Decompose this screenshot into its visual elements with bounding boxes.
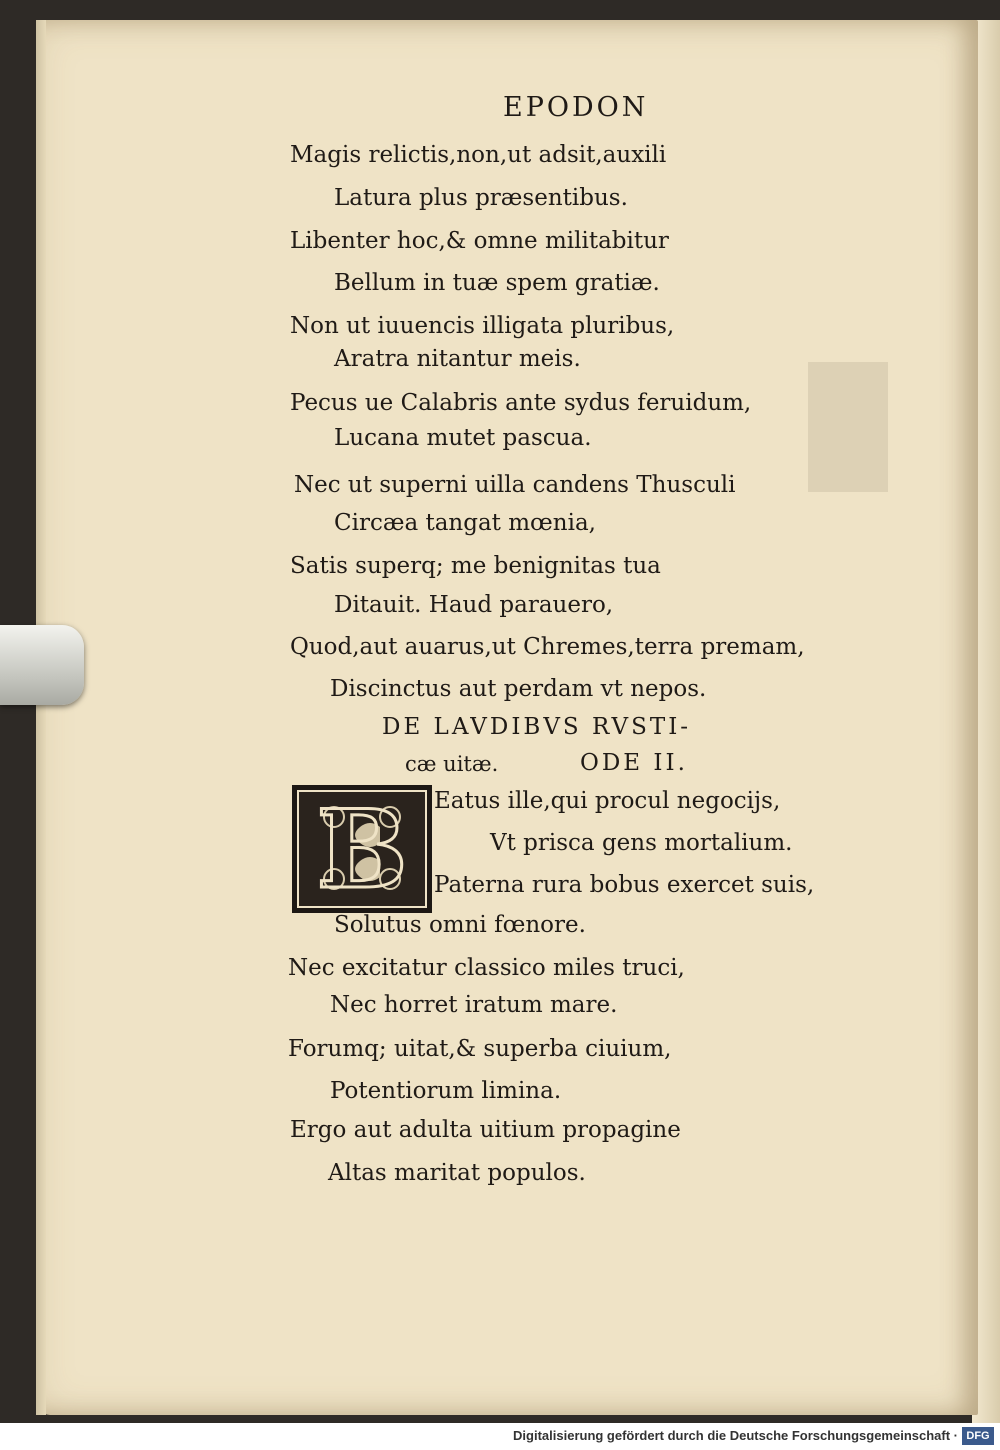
verse-line: Vt prisca gens mortalium. [490, 830, 793, 856]
woodcut-initial [292, 785, 432, 913]
verse-line: Nec excitatur classico miles truci, [288, 955, 685, 981]
verse-line: Potentiorum limina. [330, 1078, 562, 1104]
verse-line: Aratra nitantur meis. [334, 346, 581, 372]
verse-line: Non ut iuuencis illigata pluribus, [290, 313, 675, 339]
ode-title-line2a: cæ uitæ. [405, 752, 499, 776]
verse-line: Ergo aut adulta uitium propagine [290, 1117, 681, 1143]
verse-line: Quod,aut auarus,ut Chremes,terra premam, [290, 634, 805, 660]
verse-line: Satis superq; me benignitas tua [290, 553, 661, 579]
ode-title-line2b: ODE II. [580, 750, 688, 776]
verse-line: Bellum in tuæ spem gratiæ. [334, 270, 660, 296]
verse-line: Paterna rura bobus exercet suis, [434, 872, 815, 898]
footer-credit: Digitalisierung gefördert durch die Deutsche Forschungsgemeinschaft · [513, 1428, 958, 1443]
running-header: EPODON [503, 92, 649, 123]
verse-line: Lucana mutet pascua. [334, 425, 592, 451]
verse-line: Ditauit. Haud parauero, [334, 592, 614, 618]
verse-line: Latura plus præsentibus. [334, 185, 628, 211]
page-edge [36, 20, 46, 1415]
verse-line: Solutus omni fœnore. [334, 912, 586, 938]
verse-line: Forumq; uitat,& superba ciuium, [288, 1036, 672, 1062]
decorated-initial-icon [294, 787, 430, 911]
verse-line: Eatus ille,qui procul negocijs, [434, 788, 781, 814]
svg-text:B: B [316, 787, 408, 911]
verse-line: Magis relictis,non,ut adsit,auxili [290, 142, 667, 168]
page-clip-icon [0, 625, 84, 705]
ode-title-line1: DE LAVDIBVS RVSTI- [382, 714, 692, 740]
verse-line: Pecus ue Calabris ante sydus feruidum, [290, 390, 752, 416]
digitization-footer [0, 1423, 1000, 1450]
verse-line: Circæa tangat mœnia, [334, 510, 596, 536]
show-through-woodcut [808, 362, 888, 492]
dfg-logo: DFG [962, 1427, 994, 1445]
verse-line: Libenter hoc,& omne militabitur [290, 228, 669, 254]
verse-line: Altas maritat populos. [328, 1160, 586, 1186]
verse-line: Discinctus aut perdam vt nepos. [330, 676, 707, 702]
verse-line: Nec ut superni uilla candens Thusculi [294, 472, 736, 498]
verse-line: Nec horret iratum mare. [330, 992, 618, 1018]
